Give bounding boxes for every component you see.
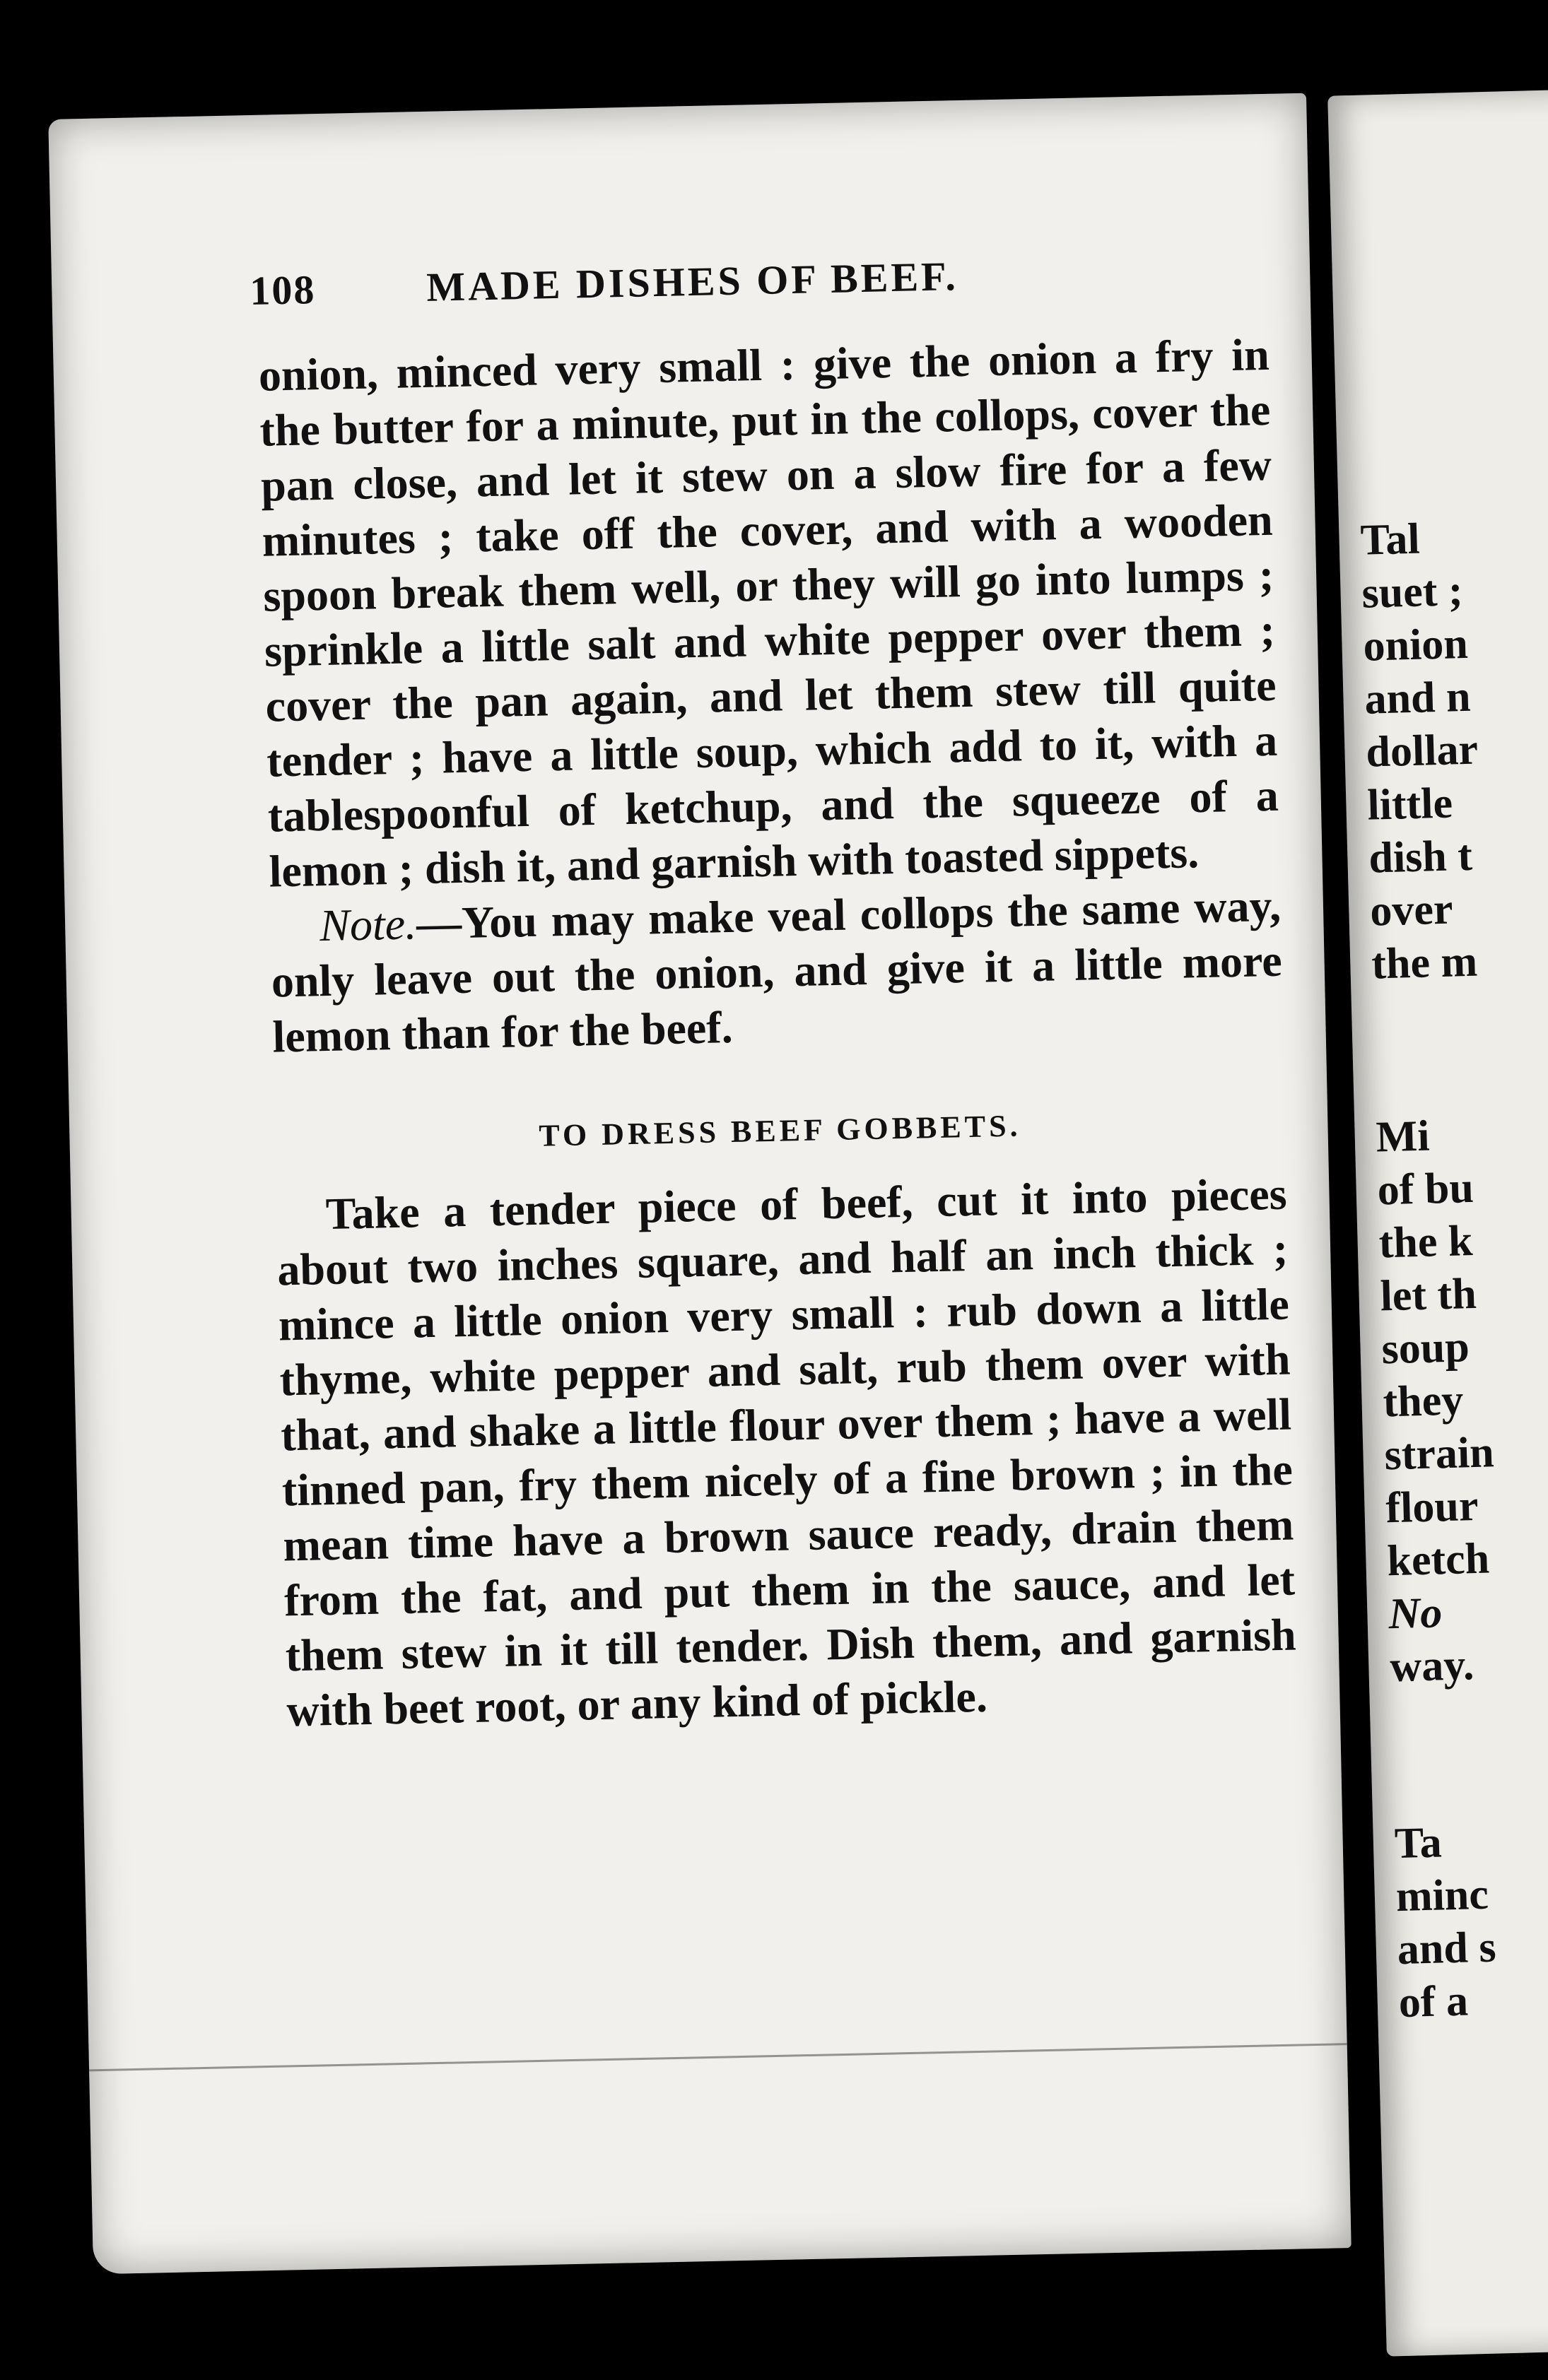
paragraph-continued: onion, minced very small : give the onion a fry in the butter for a minute, put in the collops, cover the pan close, and let it stew on a slow fire for a few minutes ; take off the cover, and with a wooden spoon break them well, or they will go into lumps ; sprinkle a little salt and white pepper over them ; cover the pan again, and let them stew till quite tender ; have a little soup, which add to it, with a tablespoonful of ketchup, and the squeeze of a lemon ; dish it, and garnish with toasted sippets.: [258, 329, 1279, 897]
page-number: 108: [249, 266, 317, 314]
right-page-fragment: of a: [1397, 1977, 1469, 2027]
note-text: —You may make veal collops the same way, only leave out the onion, and give it a little more lemon than for the beef.: [271, 880, 1283, 1062]
right-page-fragment: Mi: [1375, 1112, 1431, 1162]
right-page-fragment: flour: [1385, 1481, 1479, 1533]
right-page-fragment: and n: [1364, 672, 1472, 724]
right-page-fragment: they: [1382, 1376, 1465, 1427]
right-page-edge: [1327, 88, 1548, 2356]
body-text: [258, 327, 1298, 1739]
right-page-fragment: the m: [1371, 937, 1479, 989]
right-page-fragment: over: [1369, 885, 1454, 936]
running-head: [250, 246, 1275, 314]
right-page-fragment: way.: [1389, 1641, 1475, 1692]
right-page-fragment: onion: [1362, 619, 1469, 671]
right-page-fragment: No: [1388, 1589, 1443, 1639]
recipe-paragraph: Take a tender piece of beef, cut it into pieces about two inches square, and half an inch thick ; mince a little onion very small : rub down a little thyme, white pepper and salt, rub them over with that, and shake a little flour over them ; have a well tinned pan, fry them nicely of a fine brown ; in the mean time have a brown sauce ready, drain them from the fat, and put them in the sauce, and let them stew in it till tender. Dish them, and garnish with beet root, or any kind of pickle.: [276, 1168, 1297, 1736]
right-page-fragment: little: [1366, 779, 1453, 830]
right-page-fragment: let th: [1379, 1269, 1477, 1321]
right-page-fragment: ketch: [1386, 1534, 1490, 1586]
right-page-fragment: dollar: [1365, 725, 1479, 777]
right-page-fragment: Tal: [1359, 514, 1421, 565]
right-page-fragment: Ta: [1394, 1818, 1443, 1868]
right-page-fragment: minc: [1395, 1870, 1489, 1921]
note-paragraph: [269, 878, 1284, 1065]
right-page-fragment: and s: [1396, 1923, 1497, 1974]
section-heading: TO DRESS BEEF GOBBETS.: [538, 1108, 1022, 1153]
right-page-fragment: suet ;: [1361, 567, 1464, 618]
running-title: MADE DISHES OF BEEF.: [426, 253, 959, 310]
right-page-fragment: strain: [1383, 1428, 1495, 1480]
right-page-fragment: soup: [1380, 1323, 1470, 1374]
right-page-fragment: the k: [1378, 1216, 1474, 1268]
note-label: Note.: [319, 898, 417, 951]
right-page-fragment: dish t: [1368, 831, 1473, 883]
right-page-fragment: of bu: [1376, 1163, 1474, 1215]
left-page: [48, 93, 1351, 2275]
